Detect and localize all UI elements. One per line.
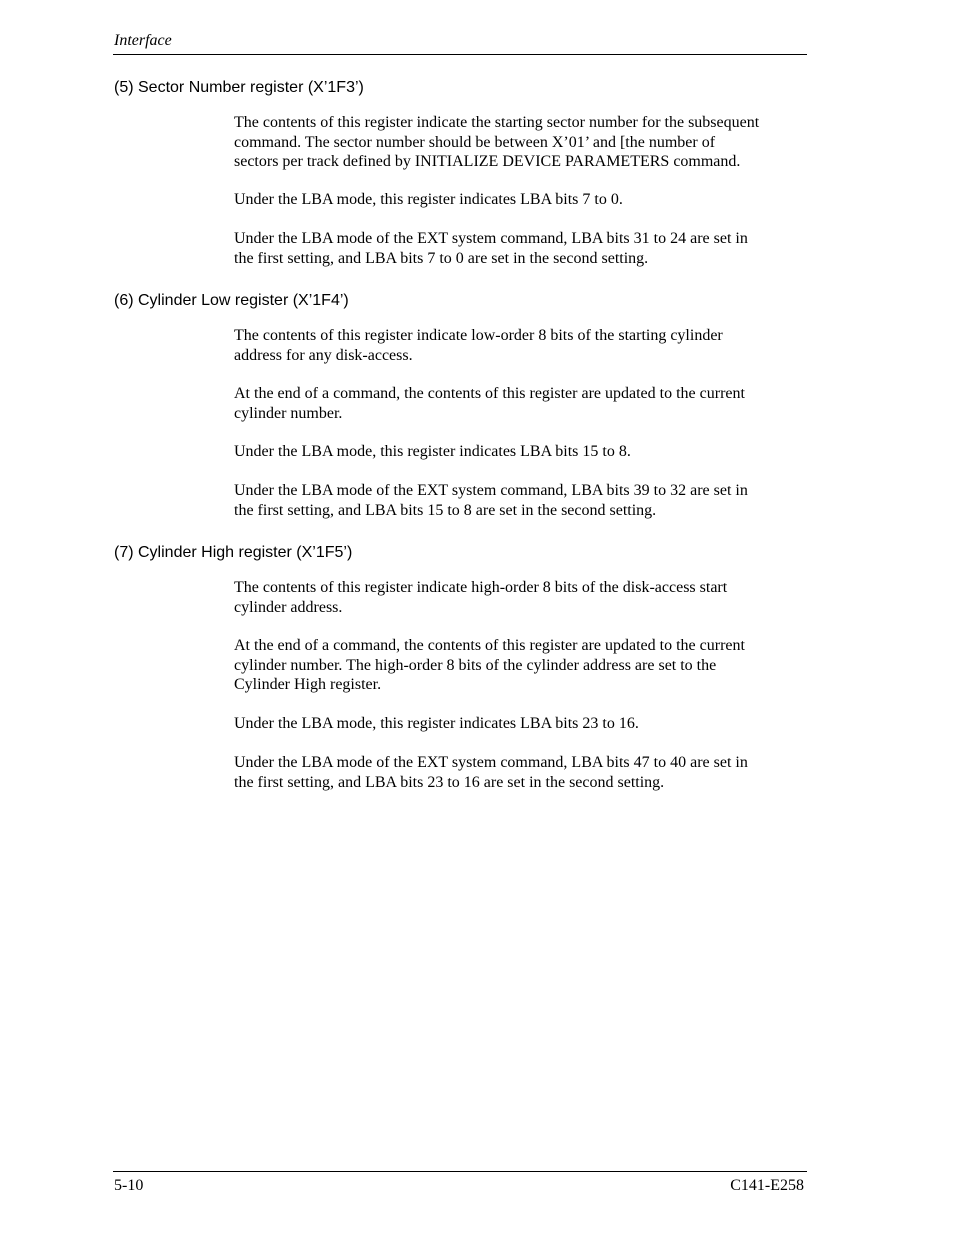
- text-line: command. The sector number should be between X’01’ and [the number of: [234, 133, 716, 151]
- paragraph: [234, 229, 804, 268]
- text-line: the first setting, and LBA bits 7 to 0 are set in the second setting.: [234, 249, 649, 267]
- header-rule: [113, 54, 807, 55]
- paragraph: [234, 714, 804, 734]
- paragraph: [234, 481, 804, 520]
- text-line: Under the LBA mode, this register indicates LBA bits 7 to 0.: [234, 191, 623, 208]
- document-id: C141-E258: [730, 1177, 804, 1194]
- text-line: sectors per track defined by INITIALIZE DEVICE PARAMETERS command.: [234, 153, 741, 170]
- section-heading-sector-number: (5) Sector Number register (X’1F3’): [114, 79, 364, 96]
- text-line: Cylinder High register.: [234, 676, 382, 693]
- text-line: Under the LBA mode of the EXT system command, LBA bits 39 to 32 are set in: [234, 482, 748, 499]
- paragraph: [234, 753, 804, 792]
- text-line: the first setting, and LBA bits 15 to 8 are set in the second setting.: [234, 501, 657, 519]
- footer-rule: [113, 1171, 807, 1172]
- text-line: The contents of this register indicate the starting sector number for the subsequent: [234, 114, 760, 131]
- page-number: 5-10: [114, 1177, 144, 1194]
- paragraph: [234, 190, 804, 210]
- paragraph: [234, 636, 804, 695]
- text-line: cylinder address.: [234, 598, 343, 616]
- section-heading-cylinder-low: (6) Cylinder Low register (X’1F4’): [114, 292, 349, 309]
- text-line: cylinder number.: [234, 404, 343, 422]
- text-line: At the end of a command, the contents of this register are updated to the current: [234, 637, 745, 654]
- text-line: Under the LBA mode of the EXT system command, LBA bits 31 to 24 are set in: [234, 230, 748, 247]
- text-line: the first setting, and LBA bits 23 to 16 are set in the second setting.: [234, 773, 665, 791]
- section-heading-cylinder-high: (7) Cylinder High register (X’1F5’): [114, 544, 353, 561]
- page-header-title: Interface: [114, 32, 172, 49]
- text-line: Under the LBA mode, this register indicates LBA bits 23 to 16.: [234, 715, 639, 732]
- text-line: Under the LBA mode, this register indicates LBA bits 15 to 8.: [234, 443, 631, 460]
- paragraph: [234, 442, 804, 462]
- paragraph: [234, 578, 804, 617]
- paragraph: [234, 113, 804, 172]
- text-line: At the end of a command, the contents of this register are updated to the current: [234, 385, 745, 402]
- paragraph: [234, 384, 804, 423]
- text-line: The contents of this register indicate low-order 8 bits of the starting cylinder: [234, 327, 723, 344]
- paragraph: [234, 326, 804, 365]
- text-line: The contents of this register indicate high-order 8 bits of the disk-access start: [234, 579, 728, 596]
- text-line: cylinder number. The high-order 8 bits of the cylinder address are set to the: [234, 656, 717, 674]
- text-line: Under the LBA mode of the EXT system command, LBA bits 47 to 40 are set in: [234, 754, 748, 771]
- text-line: address for any disk-access.: [234, 346, 413, 364]
